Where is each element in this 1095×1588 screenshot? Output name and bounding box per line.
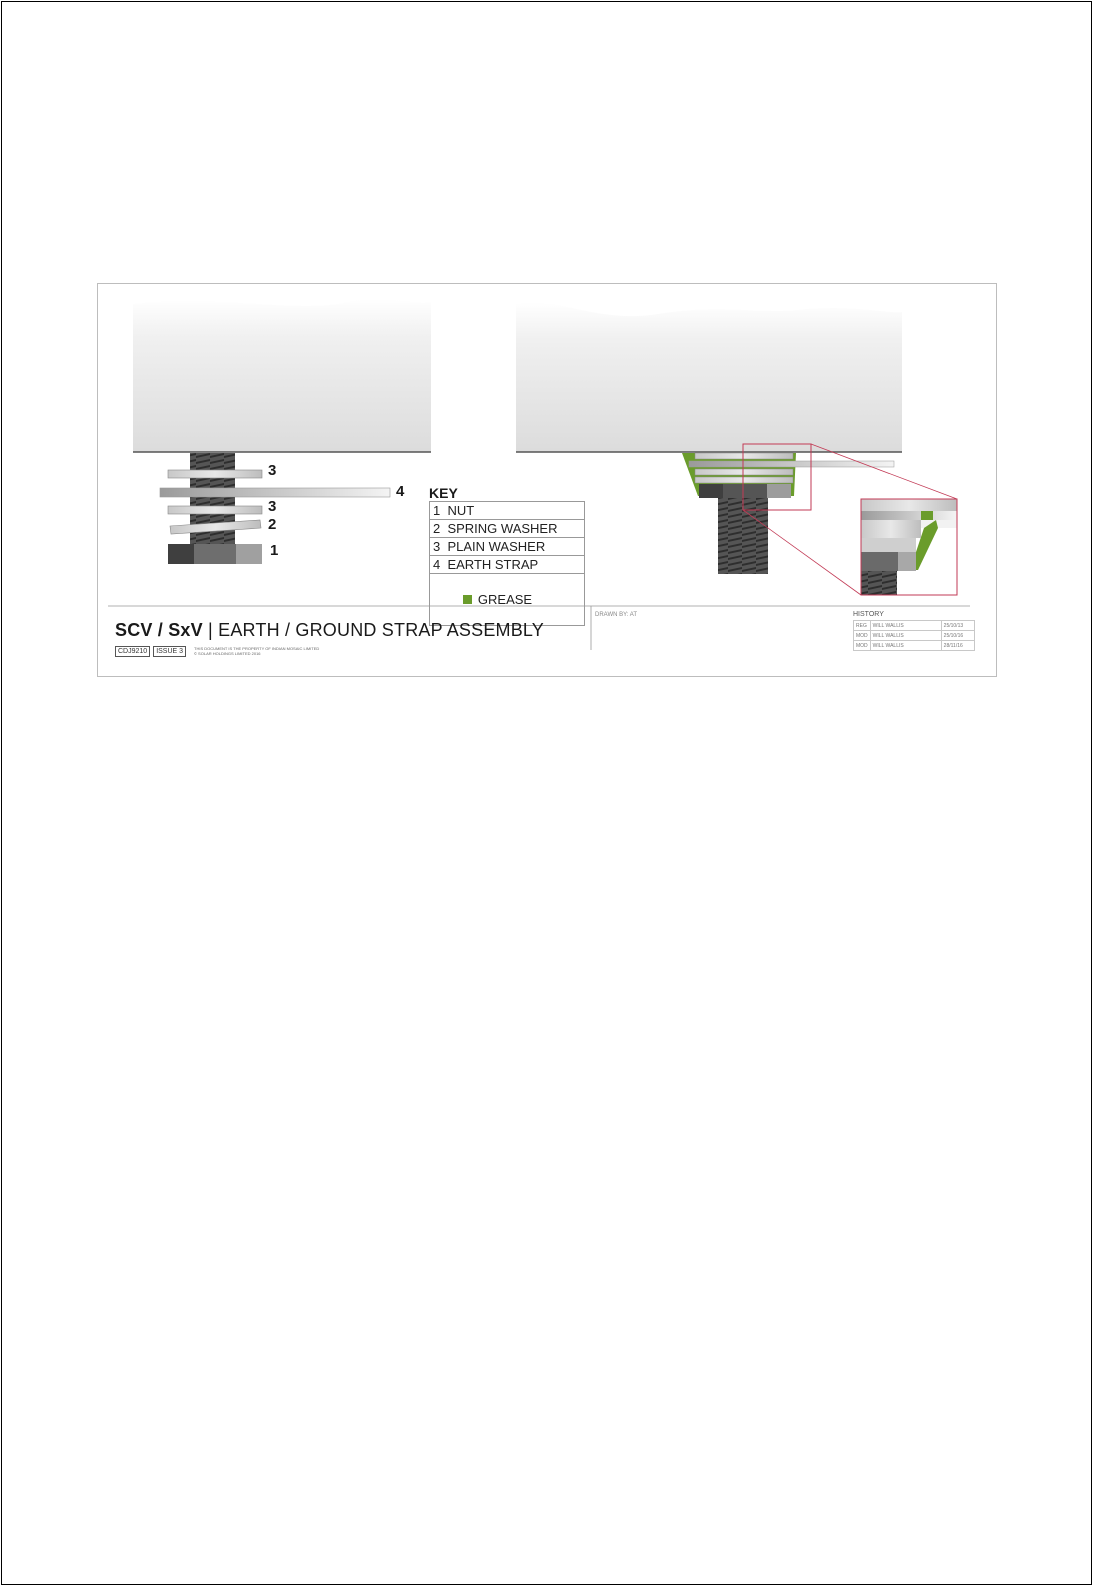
panel-left	[133, 299, 431, 452]
nut	[168, 544, 262, 564]
drawing-title: SCV / SxV | EARTH / GROUND STRAP ASSEMBLY	[115, 620, 545, 640]
doc-number: CDJ9210	[115, 646, 150, 657]
key-item-plain-washer: 3 PLAIN WASHER	[430, 538, 584, 556]
key-item-nut: 1 NUT	[430, 502, 584, 520]
drawing-sheet	[97, 283, 997, 677]
history-row: MOD WILL WALLIS 28/11/16	[854, 641, 975, 651]
callout-3-bottom: 3	[268, 498, 277, 515]
key-legend	[429, 486, 585, 626]
key-item-earth-strap: 4 EARTH STRAP	[430, 556, 584, 574]
drawn-by: DRAWN BY: AT	[595, 612, 638, 618]
page-border	[1, 1, 1092, 1585]
key-item-spring-washer: 2 SPRING WASHER	[430, 520, 584, 538]
plain-washer-bottom	[168, 506, 262, 514]
callout-2: 2	[268, 516, 277, 533]
callout-3-top: 3	[268, 462, 277, 479]
detail-view	[861, 499, 957, 595]
issue-number: ISSUE 3	[153, 646, 186, 657]
history-row: REG WILL WALLIS 25/10/13	[854, 621, 975, 631]
history-title: HISTORY	[853, 611, 884, 618]
grease-swatch-icon	[463, 595, 472, 604]
history-table	[853, 620, 975, 651]
history-row: MOD WILL WALLIS 25/10/16	[854, 631, 975, 641]
exploded-view	[133, 299, 431, 564]
legal-notice: THIS DOCUMENT IS THE PROPERTY OF INDIAN MOSAIC LIMITED © SOLAR HOLDINGS LIMITED 2016	[194, 646, 320, 656]
earth-strap	[160, 488, 390, 497]
key-item-grease: GREASE	[430, 574, 584, 625]
panel-right	[516, 303, 902, 452]
plain-washer-top	[168, 470, 262, 478]
key-title: KEY	[429, 485, 458, 501]
callout-4: 4	[396, 483, 405, 500]
callout-1: 1	[270, 542, 279, 559]
nut-assembled	[699, 484, 791, 498]
doc-id-boxes	[115, 646, 186, 657]
